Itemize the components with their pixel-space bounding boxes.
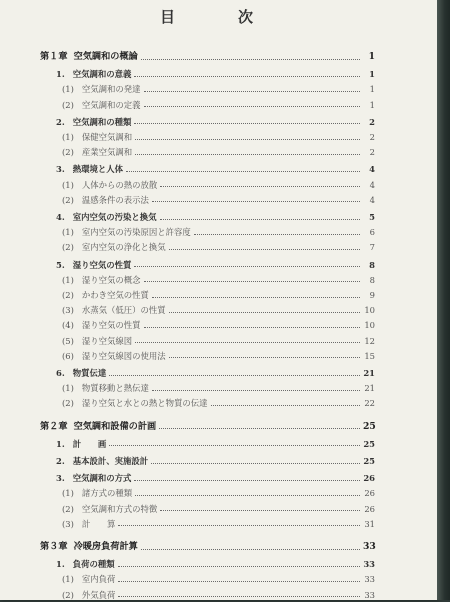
toc-section-entry	[56, 437, 375, 451]
toc-entry-number: 5.	[56, 259, 65, 270]
book-cover-edge	[437, 0, 450, 600]
leader-dots	[144, 281, 361, 282]
toc-section-entry	[56, 67, 375, 81]
toc-subsection-entry	[62, 288, 375, 302]
leader-dots	[135, 139, 360, 140]
toc-entry-title: 空気調和の方式	[72, 473, 132, 484]
toc-subsection-entry	[62, 318, 375, 332]
toc-entry-title: 熱環境と人体	[72, 164, 123, 175]
toc-entry-label	[56, 437, 106, 451]
toc-chapter-entry	[40, 540, 375, 554]
toc-entry-label	[62, 486, 132, 500]
toc-entry-label	[56, 366, 106, 380]
toc-subsection-entry	[62, 334, 375, 348]
toc-page-number: 21	[364, 383, 375, 394]
toc-entry-label	[40, 540, 138, 554]
leader-dots	[152, 297, 360, 298]
toc-page-number: 2	[369, 147, 375, 158]
leader-dots	[169, 357, 360, 358]
toc-page-number: 26	[364, 503, 375, 514]
leader-dots	[141, 549, 360, 550]
toc-entry-number: (2)	[62, 242, 74, 253]
toc-entry-label	[56, 67, 131, 81]
toc-entry-number: (2)	[62, 503, 74, 514]
toc-subsection-entry	[62, 130, 375, 144]
toc-subsection-entry	[62, 273, 375, 287]
toc-page-number: 1	[369, 69, 375, 80]
toc-entry-number: (1)	[62, 132, 74, 142]
leader-dots	[118, 566, 360, 567]
toc-entry-number: (5)	[62, 335, 74, 346]
toc-entry-number: 1.	[56, 438, 65, 449]
toc-page-number: 4	[369, 179, 375, 190]
toc-entry-title: 湿り空気の概念	[81, 274, 141, 285]
toc-entry-label	[56, 557, 115, 571]
leader-dots	[126, 171, 360, 172]
leader-dots	[152, 201, 360, 202]
toc-entry-label	[62, 396, 208, 410]
toc-page-number: 10	[364, 305, 375, 316]
toc-entry-number: 3.	[56, 164, 65, 175]
toc-entry-title: 空気調和の概論	[73, 51, 138, 62]
toc-page-number: 8	[369, 274, 375, 285]
toc-entry-number: (4)	[62, 320, 74, 331]
toc-entry-label	[40, 420, 156, 434]
toc-section-entry	[56, 162, 375, 176]
leader-dots	[134, 76, 360, 77]
toc-entry-label	[40, 50, 138, 64]
leader-dots	[118, 581, 360, 582]
toc-entry-title: 空気調和の種類	[72, 116, 132, 127]
toc-entry-label	[62, 318, 141, 332]
toc-chapter-entry	[40, 50, 375, 64]
toc-page-number: 25	[363, 420, 376, 432]
toc-entry-title: 物質移動と熱伝達	[81, 383, 149, 394]
toc-entry-number: (2)	[62, 147, 74, 158]
toc-entry-label	[56, 162, 123, 176]
toc-chapter-entry	[40, 420, 375, 434]
toc-page-number: 33	[363, 559, 375, 570]
leader-dots	[134, 480, 360, 481]
toc-entry-title: 湿り空気の性質	[81, 320, 141, 331]
leader-dots	[144, 327, 361, 328]
toc-entry-title: 冷暖房負荷計算	[73, 541, 138, 552]
toc-entry-number: (2)	[62, 99, 74, 110]
leader-dots	[141, 59, 360, 60]
toc-subsection-entry	[62, 303, 375, 317]
leader-dots	[211, 405, 361, 406]
toc-entry-label	[62, 517, 115, 531]
toc-subsection-entry	[62, 98, 375, 112]
toc-page-number: 33	[364, 574, 375, 585]
toc-subsection-entry	[62, 225, 375, 239]
toc-page-number: 5	[369, 212, 375, 222]
toc-page-number: 33	[363, 541, 376, 552]
toc-page-number: 21	[363, 368, 375, 378]
toc-entry-number: (1)	[62, 179, 74, 190]
toc-entry-title: 室内空気の汚染と換気	[72, 212, 157, 222]
toc-entry-number: 第１章	[40, 51, 68, 62]
toc-entry-title: 湿り空気線図	[81, 335, 133, 346]
leader-dots	[118, 596, 360, 597]
toc-entry-title: 負荷の種類	[72, 559, 115, 570]
leader-dots	[160, 219, 361, 220]
toc-entry-title: 空気調和設備の計画	[73, 420, 157, 432]
toc-entry-number: (6)	[62, 350, 74, 361]
toc-entry-number: 第２章	[40, 420, 68, 432]
toc-page-number: 1	[368, 51, 375, 62]
leader-dots	[135, 342, 360, 343]
toc-entry-number: 6.	[56, 368, 65, 378]
leader-dots	[151, 463, 360, 464]
toc-page-number: 22	[364, 398, 375, 409]
toc-entry-number: 2.	[56, 116, 65, 127]
leader-dots	[169, 312, 360, 313]
toc-entry-number: (1)	[62, 274, 74, 285]
toc-page-number: 26	[363, 473, 375, 484]
toc-entry-number: 2.	[56, 456, 65, 466]
toc-entry-label	[62, 130, 132, 144]
toc-entry-number: (3)	[62, 518, 74, 529]
toc-page-number: 4	[369, 194, 375, 205]
toc-page-number: 1	[369, 84, 375, 95]
leader-dots	[194, 234, 360, 235]
toc-subsection-entry	[62, 349, 375, 363]
toc-entry-label	[56, 258, 131, 272]
toc-section-entry	[56, 557, 375, 571]
toc-entry-label	[62, 98, 141, 112]
leader-dots	[135, 154, 360, 155]
toc-subsection-entry	[62, 145, 375, 159]
leader-dots	[118, 525, 360, 526]
toc-section-entry	[56, 210, 375, 224]
toc-entry-number: (1)	[62, 227, 74, 238]
toc-entry-label	[62, 193, 149, 207]
toc-section-entry	[56, 115, 375, 129]
toc-entry-label	[62, 572, 115, 586]
toc-entry-number: (2)	[62, 290, 74, 300]
toc-entry-label	[56, 115, 131, 129]
toc-section-entry	[56, 454, 375, 468]
toc-page-number: 9	[369, 290, 375, 300]
toc-entry-title: 保健空気調和	[81, 132, 133, 142]
toc-subsection-entry	[62, 396, 375, 410]
toc-entry-title: 計 画	[72, 438, 107, 449]
toc-page-number: 25	[363, 456, 375, 466]
toc-page-number: 1	[369, 99, 375, 110]
toc-entry-title: 物質伝達	[72, 368, 107, 378]
toc-section-entry	[56, 471, 375, 485]
leader-dots	[135, 495, 360, 496]
toc-page-number: 4	[369, 164, 375, 175]
toc-entry-number: (2)	[62, 589, 74, 600]
toc-section-entry	[56, 366, 375, 380]
leader-dots	[160, 186, 360, 187]
toc-entry-label	[62, 273, 141, 287]
toc-entry-title: 温感条件の表示法	[81, 194, 149, 205]
toc-entry-title: 湿り空気線図の使用法	[81, 350, 166, 361]
toc-entry-title: 産業空気調和	[81, 147, 133, 158]
toc-entry-number: 第３章	[40, 541, 68, 552]
toc-page-number: 31	[364, 518, 375, 529]
toc-entry-label	[62, 349, 166, 363]
leader-dots	[109, 445, 360, 446]
toc-page-number: 26	[364, 488, 375, 499]
toc-entry-number: (3)	[62, 305, 74, 316]
toc-subsection-entry	[62, 178, 375, 192]
toc-entry-title: 空気調和の意義	[72, 69, 132, 80]
leader-dots	[160, 510, 360, 511]
leader-dots	[134, 123, 360, 124]
toc-entry-number: (2)	[62, 194, 74, 205]
toc-entry-title: 基本設計、実施設計	[72, 456, 149, 466]
toc-subsection-entry	[62, 517, 375, 531]
toc-entry-title: 室内空気の汚染原因と許容度	[81, 227, 191, 238]
toc-entry-title: 外気負荷	[81, 589, 116, 600]
toc-page-number: 10	[364, 320, 375, 331]
toc-entry-number: (1)	[62, 84, 74, 95]
toc-entry-number: 4.	[56, 212, 65, 222]
toc-entry-label	[62, 334, 132, 348]
toc-entry-title: かわき空気の性質	[81, 290, 149, 300]
toc-entry-label	[62, 303, 166, 317]
toc-entry-number: 1.	[56, 69, 65, 80]
toc-page-number: 25	[363, 438, 375, 449]
toc-entry-title: 水蒸気（低圧）の性質	[81, 305, 166, 316]
toc-entry-label	[62, 178, 157, 192]
toc-entry-label	[62, 502, 157, 516]
toc-subsection-entry	[62, 486, 375, 500]
toc-page-number: 8	[369, 259, 375, 270]
toc-entry-label	[62, 145, 132, 159]
toc-entry-number: (1)	[62, 574, 74, 585]
toc-subsection-entry	[62, 193, 375, 207]
toc-page-number: 7	[369, 242, 375, 253]
page-title: 目 次	[159, 8, 277, 26]
toc-entry-label	[62, 381, 149, 395]
toc-entry-label	[62, 288, 149, 302]
toc-subsection-entry	[62, 502, 375, 516]
leader-dots	[144, 106, 361, 107]
leader-dots	[152, 390, 360, 391]
toc-entry-title: 諸方式の種類	[81, 488, 133, 499]
toc-entry-label	[56, 454, 148, 468]
toc-entry-title: 空気調和の定義	[81, 99, 141, 110]
toc-entry-number: 3.	[56, 473, 65, 484]
toc-entry-label	[56, 210, 157, 224]
toc-entry-label	[62, 588, 115, 602]
leader-dots	[109, 375, 360, 376]
toc-entry-number: 1.	[56, 559, 65, 570]
toc-page-number: 15	[364, 350, 375, 361]
toc-subsection-entry	[62, 381, 375, 395]
toc-subsection-entry	[62, 572, 375, 586]
leader-dots	[159, 428, 360, 429]
toc-entry-number: (1)	[62, 488, 74, 499]
toc-entry-title: 計 算	[81, 518, 116, 529]
toc-page-number: 33	[364, 589, 375, 600]
toc-subsection-entry	[62, 240, 375, 254]
toc-page-number: 6	[369, 227, 375, 238]
toc-entry-title: 室内負荷	[81, 574, 116, 585]
toc-subsection-entry	[62, 82, 375, 96]
toc-entry-label	[62, 82, 141, 96]
toc-entry-title: 湿り空気と水との熱と物質の伝達	[81, 398, 208, 409]
toc-entry-label	[62, 225, 191, 239]
leader-dots	[144, 91, 361, 92]
leader-dots	[134, 266, 360, 267]
toc-entry-title: 人体からの熱の放散	[81, 179, 158, 190]
toc-entry-title: 空気調和の発達	[81, 84, 141, 95]
toc-entry-title: 空気調和方式の特徴	[81, 503, 158, 514]
toc-entry-label	[56, 471, 131, 485]
toc-subsection-entry	[62, 588, 375, 602]
toc-page-number: 2	[369, 116, 375, 127]
toc-section-entry	[56, 258, 375, 272]
toc-entry-label	[62, 240, 166, 254]
toc-entry-number: (2)	[62, 398, 74, 409]
toc-entry-title: 湿り空気の性質	[72, 259, 132, 270]
toc-entry-title: 室内空気の浄化と換気	[81, 242, 166, 253]
leader-dots	[169, 249, 360, 250]
toc-entry-number: (1)	[62, 383, 74, 394]
toc-page-number: 12	[364, 335, 375, 346]
toc-page-number: 2	[369, 132, 375, 142]
